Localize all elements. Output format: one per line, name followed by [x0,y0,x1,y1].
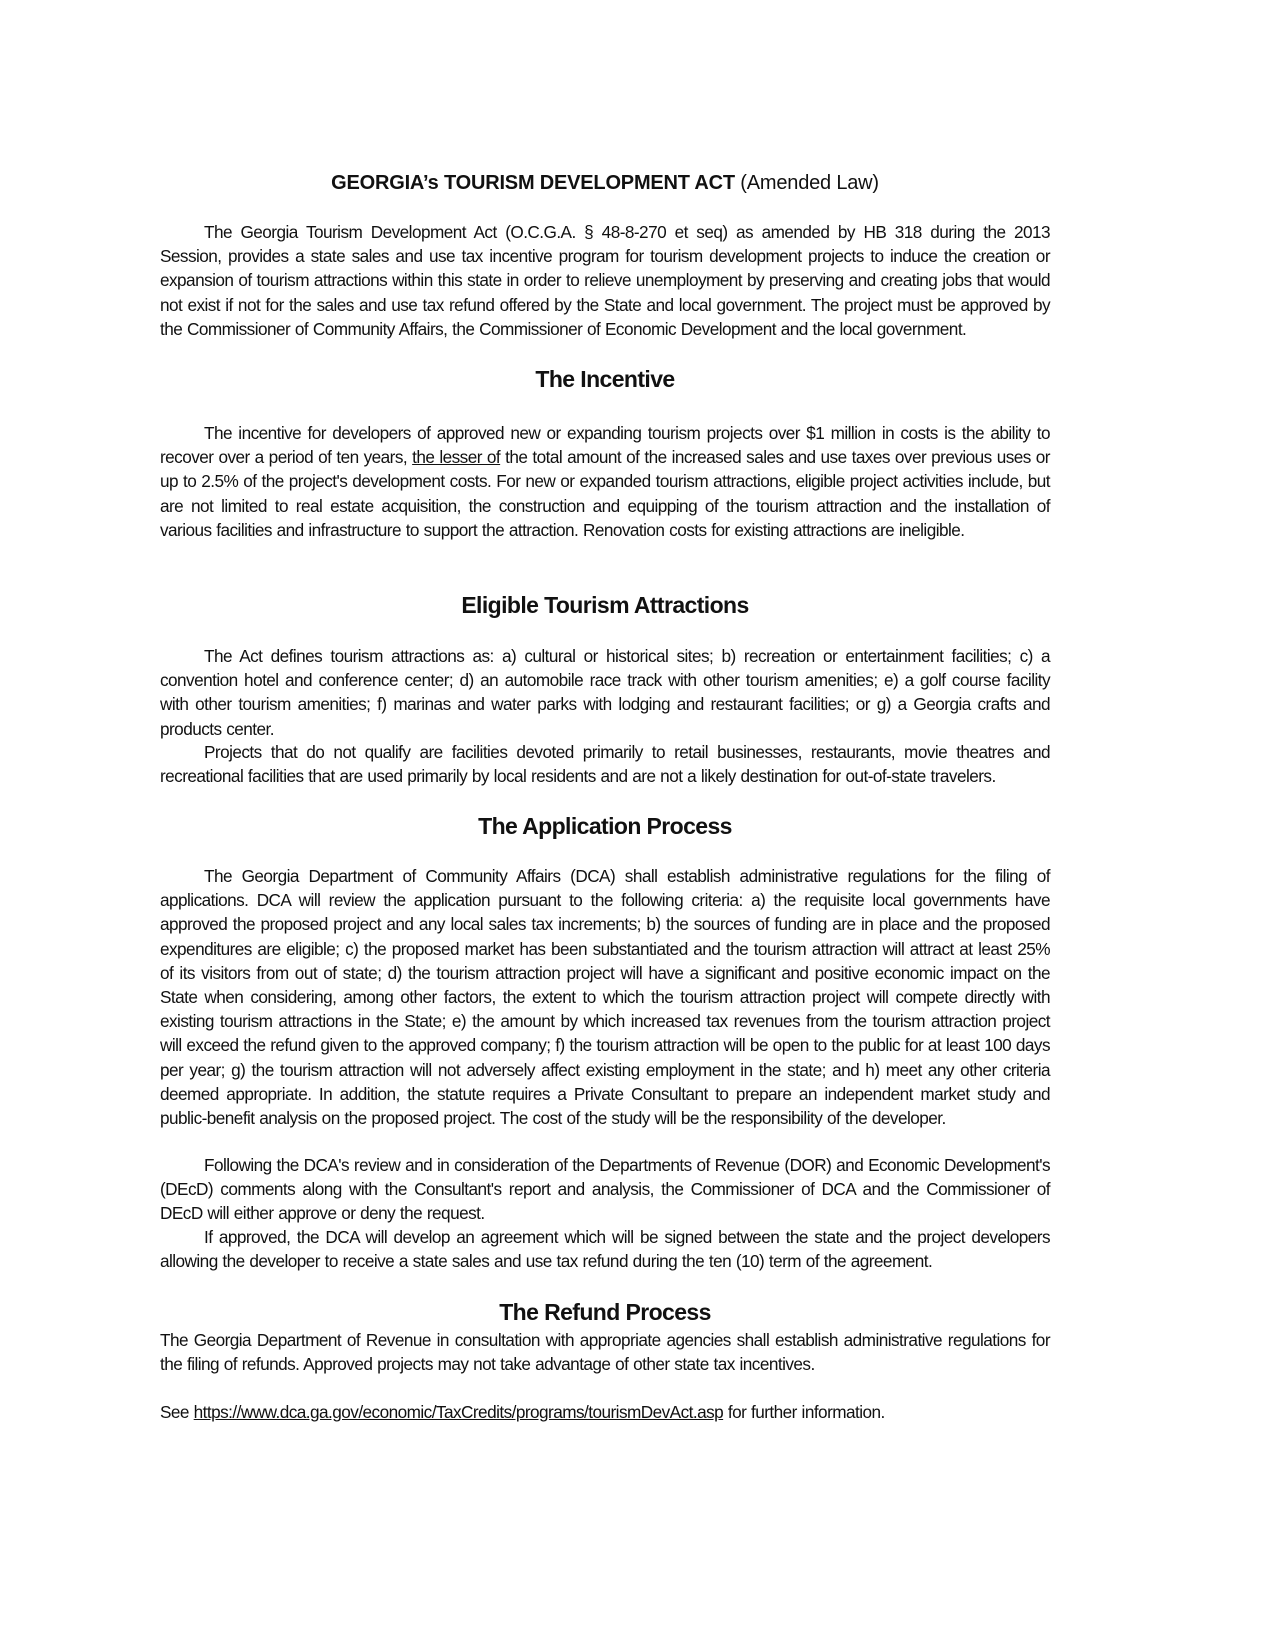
dca-link[interactable]: https://www.dca.ga.gov/economic/TaxCredits/programs/tourismDevAct.asp [193,1402,724,1422]
title-main: GEORGIA’s TOURISM DEVELOPMENT ACT [331,172,735,194]
intro-paragraph: The Georgia Tourism Development Act (O.C.G.A. § 48-8-270 et seq) as amended by HB 318 during the 2013 Session, provides a state sales and use tax incentive program for tourism development projects to induce the creation or expansion of tourism attractions within this state in order to relieve unemployment by preserving and creating jobs that would not exist if not for the sales and use tax refund offered by the State and local government. The project must be approved by the Commissioner of Community Affairs, the Commissioner of Economic Development and the local government. [160,222,1050,339]
incentive-paragraph [160,421,1050,542]
incentive-text-2: the total amount of the increased sales and use taxes over previous uses or up to 2.5% of the project's development costs. For new or expanded tourism attractions, eligible project activities include, but are not limited to real estate acquisition, the construction and equipping of the tourism attraction and the installation of various facilities and infrastructure to support the attraction. Renovation costs for existing attractions are ineligible. [160,447,1050,540]
title-suffix: (Amended Law) [740,172,879,194]
refund-paragraph: The Georgia Department of Revenue in consultation with appropriate agencies shall establish administrative regulations for the filing of refunds. Approved projects may not take advantage of other state tax incentives. [160,1330,1050,1375]
eligible-paragraph-2: Projects that do not qualify are facilities devoted primarily to retail businesses, restaurants, movie theatres and recreational facilities that are used primarily by local residents and are not a likely destination for out-of-state travelers. [160,742,1050,787]
heading-incentive: The Incentive [535,366,675,392]
application-paragraph-2: Following the DCA's review and in consideration of the Departments of Revenue (DOR) and Economic Development's (DEcD) comments along with the Consultant's report and analysis, the Commissioner of DCA and the Commissioner of DEcD will either approve or deny the request. [160,1155,1050,1224]
heading-eligible: Eligible Tourism Attractions [461,592,749,618]
underlined-lesser-of: the lesser of [412,447,501,468]
application-paragraph-3: If approved, the DCA will develop an agreement which will be signed between the state and the project developers allowing the developer to receive a state sales and use tax refund during the ten (10) term of the agreement. [160,1227,1050,1272]
document-title [160,172,1050,195]
see-more-line [160,1400,1050,1424]
eligible-paragraph-1: The Act defines tourism attractions as: a) cultural or historical sites; b) recreation or entertainment facilities; c) a convention hotel and conference center; d) an automobile race track with other tourism amenities; e) a golf course facility with other tourism amenities; f) marinas and water parks with lodging and restaurant facilities; or g) a Georgia crafts and products center. [160,646,1050,739]
application-paragraph-1: The Georgia Department of Community Affairs (DCA) shall establish administrative regulations for the filing of applications. DCA will review the application pursuant to the following criteria: a) the requisite local governments have approved the proposed project and any local sales tax increments; b) the sources of funding are in place and the proposed expenditures are eligible; c) the proposed market has been substantiated and the tourism attraction will attract at least 25% of its visitors from out of state; d) the tourism attraction project will have a significant and positive economic impact on the State when considering, among other factors, the extent to which the tourism attraction project will compete directly with existing tourism attractions in the State; e) the amount by which increased tax revenues from the tourism attraction project will exceed the refund given to the approved company; f) the tourism attraction will be open to the public for at least 100 days per year; g) the tourism attraction will not adversely affect existing employment in the state; and h) meet any other criteria deemed appropriate. In addition, the statute requires a Private Consultant to prepare an independent market study and public-benefit analysis on the proposed project. The cost of the study will be the responsibility of the developer. [160,866,1050,1129]
incentive-text-1: The incentive for developers of approved new or expanding tourism projects over $1 million in costs is the ability to recover over a period of ten years, [160,423,1050,468]
see-suffix: for further information. [727,1402,885,1422]
heading-refund: The Refund Process [499,1299,711,1325]
heading-application: The Application Process [478,813,732,839]
see-prefix: See [160,1402,189,1422]
